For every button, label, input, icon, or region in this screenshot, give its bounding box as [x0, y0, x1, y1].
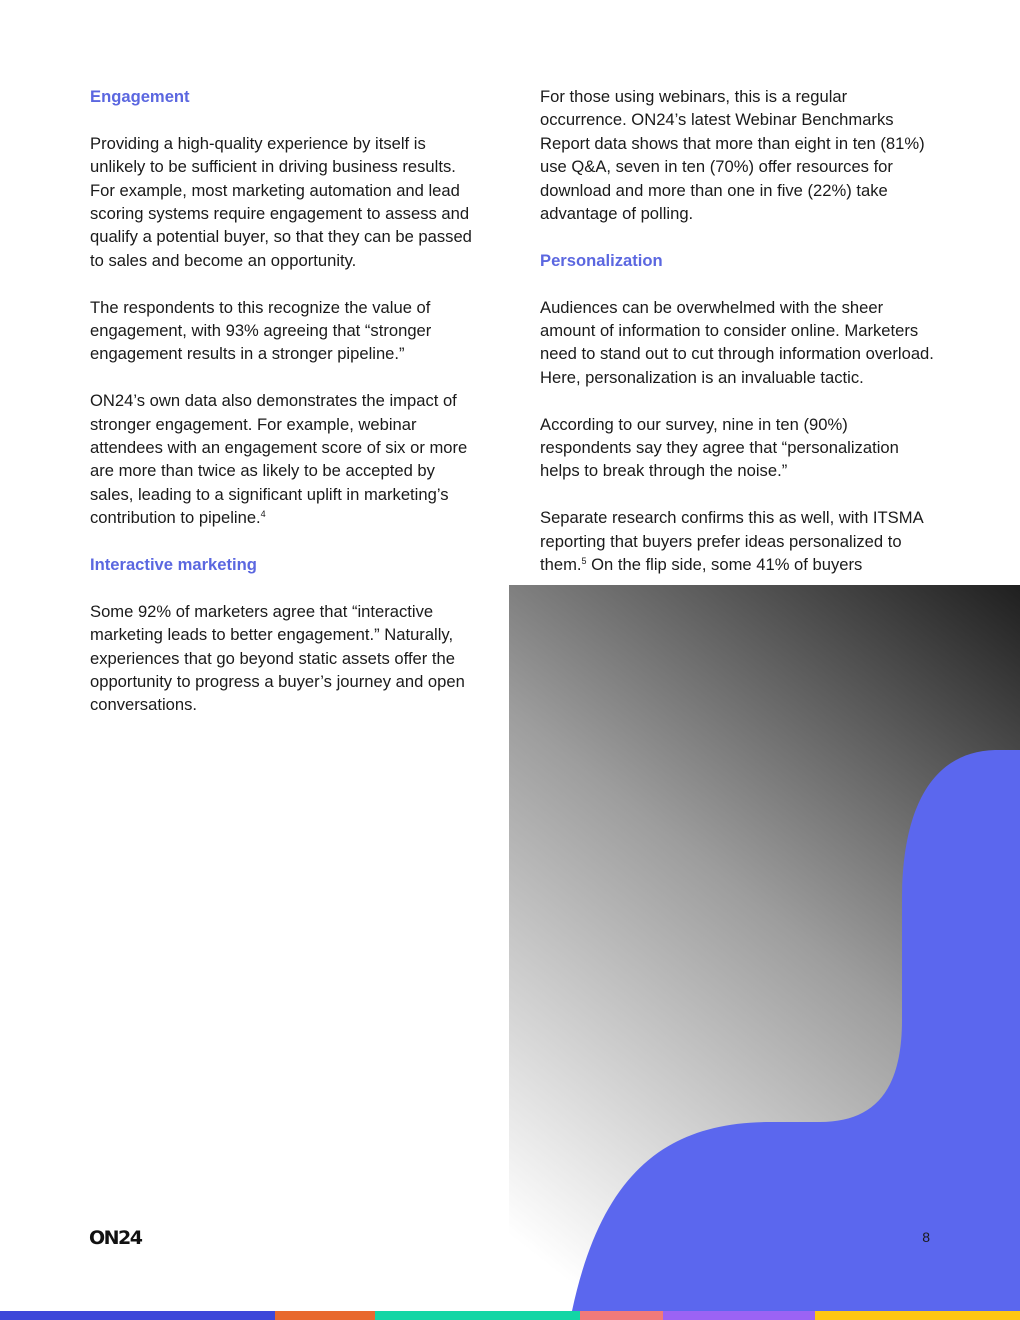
engagement-paragraph-3-text: ON24’s own data also demonstrates the impact of stronger engagement. For example, webinar attendees with an engagement score of six or more are more than twice as likely to be accepted by sales, leading to a significant uplift in marketing’s contribution to pipeline.	[90, 391, 468, 528]
footnote-5: 5	[581, 556, 587, 567]
interactive-marketing-heading: Interactive marketing	[90, 555, 257, 575]
personalization-heading: Personalization	[540, 250, 663, 270]
on24-logo: ON24	[89, 1227, 142, 1249]
color-bar-segment-purple	[663, 1311, 815, 1320]
personalization-paragraph-3-text: Separate research confirms this as well, with ITSMA reporting that buyers prefer ideas personalized to them.	[540, 508, 923, 575]
interactive-marketing-paragraph: Some 92% of marketers agree that “interactive marketing leads to better engagement.” Naturally, experiences that go beyond static assets offer the opportunity to progress a buyer’s journey and open conversations.	[90, 601, 465, 715]
color-bar-segment-salmon	[580, 1311, 663, 1320]
engagement-heading: Engagement	[90, 87, 190, 106]
color-bar-segment-yellow	[815, 1311, 1020, 1320]
personalization-paragraph-2: According to our survey, nine in ten (90%) respondents say they agree that “personalization helps to break through the noise.”	[540, 414, 899, 481]
color-bar-segment-teal	[375, 1311, 580, 1320]
footer-color-bar	[0, 1311, 1020, 1320]
color-bar-segment-orange	[275, 1311, 375, 1320]
color-bar-segment-blue	[0, 1311, 275, 1320]
page-number: 8	[922, 1229, 930, 1245]
personalization-paragraph-1: Audiences can be overwhelmed with the sheer amount of information to consider online. Marketers need to stand out to cut through information overload. Here, personalization is an invaluable tactic.	[540, 297, 934, 387]
engagement-paragraph-1: Providing a high-quality experience by itself is unlikely to be sufficient in driving business results. For example, most marketing automation and lead scoring systems require engagement to assess and qualify a potential buyer, so that they can be passed to sales and become an opportunity.	[90, 133, 472, 270]
engagement-paragraph-2: The respondents to this recognize the value of engagement, with 93% agreeing that “stronger engagement results in a stronger pipeline.”	[90, 297, 432, 364]
footnote-4: 4	[260, 509, 266, 520]
personalization-paragraph-3-continued: On the flip side, some 41% of buyers	[586, 555, 863, 575]
webinar-paragraph: For those using webinars, this is a regular occurrence. ON24’s latest Webinar Benchmarks Report data shows that more than eight in ten (81%) use Q&A, seven in ten (70%) offer resources for download and more than one in five (22%) take advantage of polling.	[540, 87, 925, 224]
